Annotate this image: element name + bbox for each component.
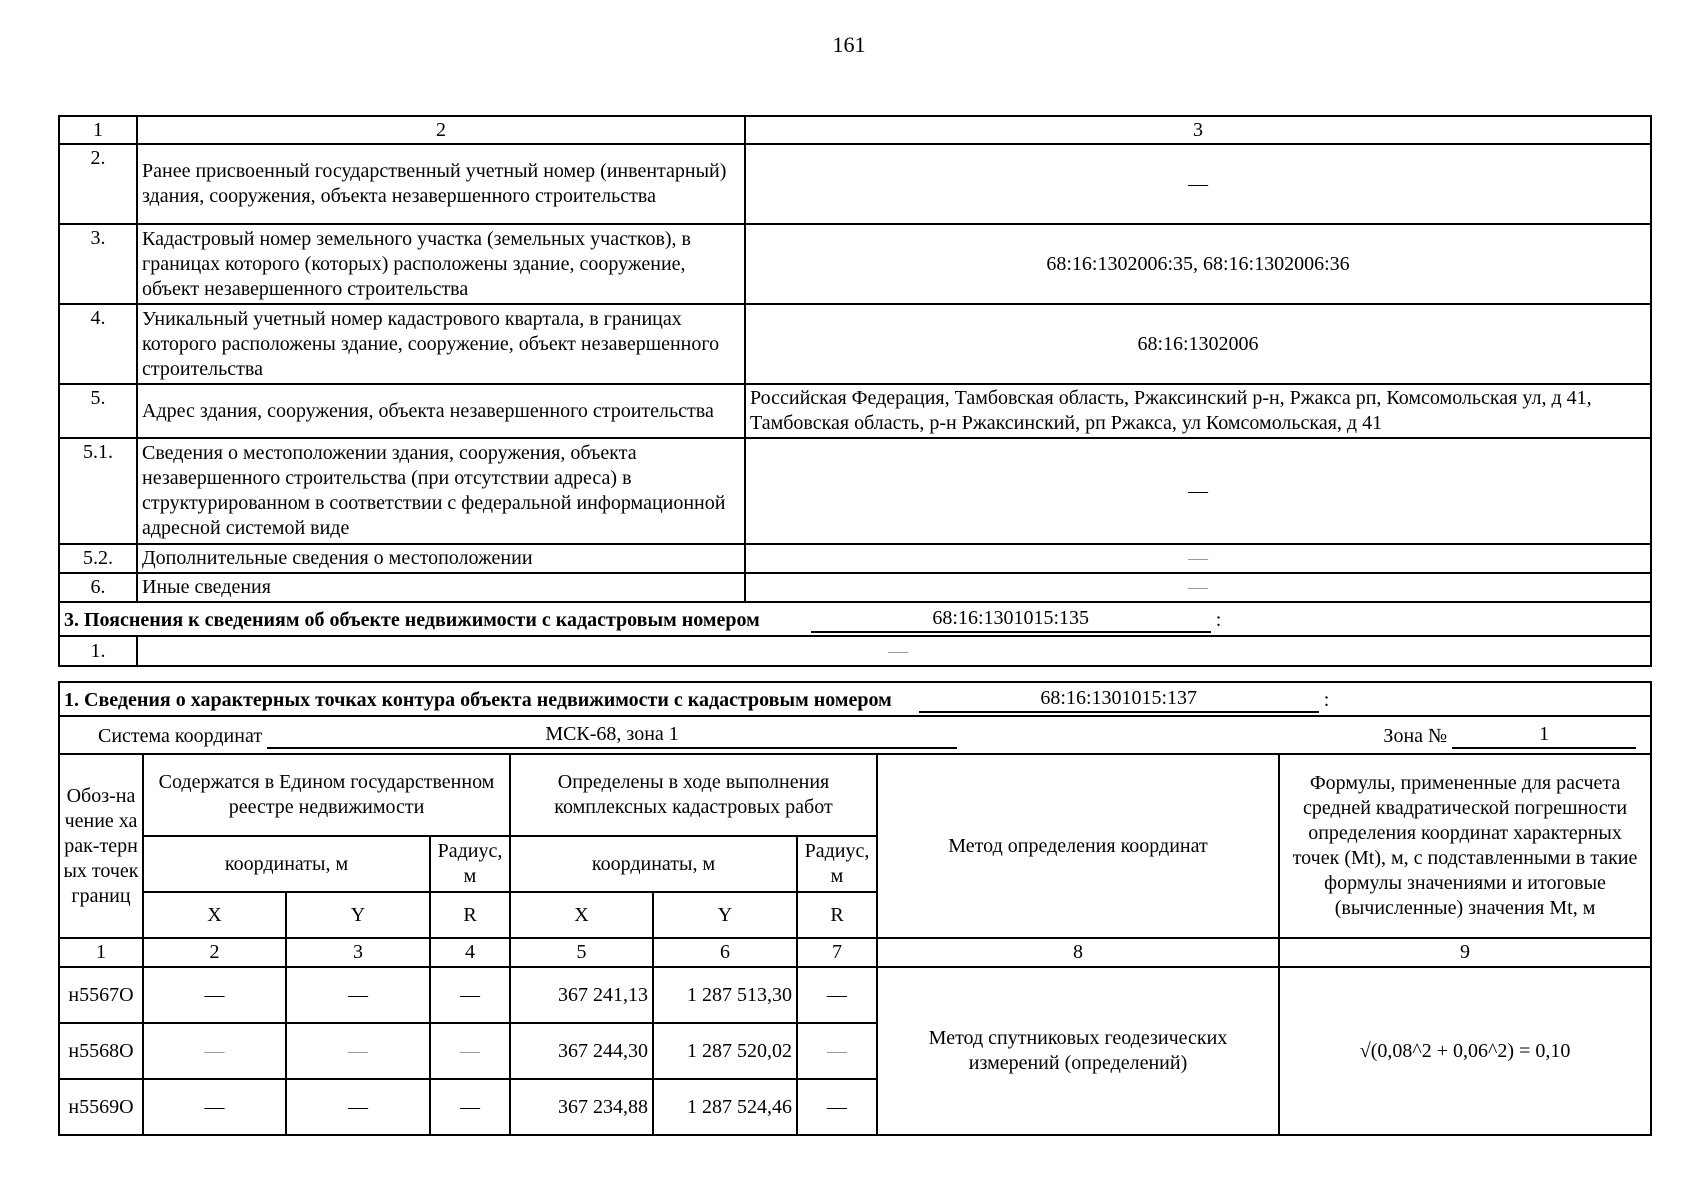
row-value: Российская Федерация, Тамбовская область, Ржаксинский р-н, Ржакса рп, Комсомольская ул, д 41, Тамбовская область, р-н Ржаксинский, рп Ржакса, ул Комсомольская, д 41 — [745, 384, 1651, 438]
point-id: н5569О — [59, 1079, 143, 1135]
header-kkr-r: R — [797, 892, 877, 938]
zone-value: 1 — [1452, 722, 1636, 749]
column-numbers-row — [59, 938, 1651, 967]
header-kkr-radius: Радиус, м — [797, 836, 877, 892]
section3-title: 3. Пояснения к сведениям об объекте недвижимости с кадастровым номером — [64, 608, 760, 631]
row-value: 68:16:1302006 — [745, 304, 1651, 384]
point-r: — — [797, 967, 877, 1023]
header-designation: Обоз-начение харак-терных точек границ — [59, 754, 143, 938]
col-number: 7 — [797, 938, 877, 967]
point-r-egrn: — — [430, 1079, 510, 1135]
row-number: 5. — [59, 384, 137, 438]
point-r: — — [797, 1079, 877, 1135]
section3-cadastral: 68:16:1301015:135 — [811, 606, 1211, 633]
point-y: 1 287 513,30 — [653, 967, 797, 1023]
header-egrn-y: Y — [286, 892, 430, 938]
section3-suffix: : — [1215, 608, 1222, 631]
col-number: 6 — [653, 938, 797, 967]
header-col-2: 2 — [137, 116, 745, 144]
header-method: Метод определения координат — [877, 754, 1279, 938]
row-value: — — [745, 544, 1651, 573]
row-number: 3. — [59, 224, 137, 304]
row-label: Ранее присвоенный государственный учетный номер (инвентарный) здания, сооружения, объекта незавершенного строительства — [137, 144, 745, 224]
point-x: 367 241,13 — [510, 967, 653, 1023]
col-number: 5 — [510, 938, 653, 967]
row-label: Уникальный учетный номер кадастрового квартала, в границах которого расположены здание, сооружение, объект незавершенного строительства — [137, 304, 745, 384]
header-row-1 — [59, 754, 1651, 836]
row-label: Кадастровый номер земельного участка (земельных участков), в границах которого (которых) расположены здание, сооружение, объект незавершенного строительства — [137, 224, 745, 304]
header-egrn-r: R — [430, 892, 510, 938]
col-number: 8 — [877, 938, 1279, 967]
section1-cadastral: 68:16:1301015:137 — [919, 686, 1319, 713]
point-id: н5568О — [59, 1023, 143, 1079]
section3-row-value: — — [137, 636, 1651, 666]
row-number: 2. — [59, 144, 137, 224]
zone-label: Зона № — [1383, 724, 1448, 747]
table-row — [59, 438, 1651, 544]
table-row — [59, 384, 1651, 438]
section1-title-row — [59, 682, 1651, 716]
header-kkr-coords: координаты, м — [510, 836, 797, 892]
row-number: 4. — [59, 304, 137, 384]
header-kkr-x: X — [510, 892, 653, 938]
header-kkr-y: Y — [653, 892, 797, 938]
object-info-table — [58, 115, 1652, 667]
point-y: 1 287 520,02 — [653, 1023, 797, 1079]
header-egrn-coords: координаты, м — [143, 836, 430, 892]
row-label: Иные сведения — [137, 573, 745, 602]
table-row — [59, 573, 1651, 602]
section3-row — [59, 636, 1651, 666]
col-number: 3 — [286, 938, 430, 967]
header-col-3: 3 — [745, 116, 1651, 144]
point-y-egrn: — — [286, 1079, 430, 1135]
table-row — [59, 967, 1651, 1023]
header-egrn: Содержатся в Едином государственном реестре недвижимости — [143, 754, 510, 836]
section1-title-cell — [59, 682, 1651, 716]
table-row — [59, 224, 1651, 304]
section3-title-row — [59, 602, 1651, 636]
point-y-egrn: — — [286, 1023, 430, 1079]
section1-title: 1. Сведения о характерных точках контура объекта недвижимости с кадастровым номером — [64, 688, 892, 711]
coord-system-value: МСК-68, зона 1 — [267, 722, 957, 749]
page-number: 161 — [832, 32, 866, 57]
point-x-egrn: — — [143, 967, 286, 1023]
col-number: 1 — [59, 938, 143, 967]
header-col-1: 1 — [59, 116, 137, 144]
row-label: Адрес здания, сооружения, объекта незавершенного строительства — [137, 384, 745, 438]
characteristic-points-table — [58, 681, 1652, 1136]
row-value: — — [745, 573, 1651, 602]
header-egrn-x: X — [143, 892, 286, 938]
row-label: Сведения о местоположении здания, сооружения, объекта незавершенного строительства (при отсутствии адреса) в структурированном в соответствии с федеральной информационной адресной системой виде — [137, 438, 745, 544]
point-r-egrn: — — [430, 1023, 510, 1079]
header-kkr: Определены в ходе выполнения комплексных кадастровых работ — [510, 754, 877, 836]
coord-system-cell — [59, 716, 1651, 754]
formula-value: √(0,08^2 + 0,06^2) = 0,10 — [1279, 967, 1651, 1135]
header-formulas: Формулы, примененные для расчета средней квадратической погрешности определения координат характерных точек (Mt), м, с подставленными в такие формулы значениями и итоговые (вычисленные) значения Mt, м — [1279, 754, 1651, 938]
row-number: 5.1. — [59, 438, 137, 544]
point-x-egrn: — — [143, 1023, 286, 1079]
section3-row-number: 1. — [59, 636, 137, 666]
point-x: 367 234,88 — [510, 1079, 653, 1135]
point-id: н5567О — [59, 967, 143, 1023]
row-value: — — [745, 438, 1651, 544]
point-y: 1 287 524,46 — [653, 1079, 797, 1135]
row-value: — — [745, 144, 1651, 224]
table-row — [59, 144, 1651, 224]
col-number: 2 — [143, 938, 286, 967]
coord-system-row — [59, 716, 1651, 754]
row-value: 68:16:1302006:35, 68:16:1302006:36 — [745, 224, 1651, 304]
point-x: 367 244,30 — [510, 1023, 653, 1079]
point-r: — — [797, 1023, 877, 1079]
point-y-egrn: — — [286, 967, 430, 1023]
header-egrn-radius: Радиус, м — [430, 836, 510, 892]
point-x-egrn: — — [143, 1079, 286, 1135]
section3-title-cell — [59, 602, 1651, 636]
coord-system-label: Система координат — [98, 724, 263, 747]
table-header-row — [59, 116, 1651, 144]
row-number: 6. — [59, 573, 137, 602]
point-r-egrn: — — [430, 967, 510, 1023]
col-number: 9 — [1279, 938, 1651, 967]
section1-suffix: : — [1323, 688, 1330, 711]
row-label: Дополнительные сведения о местоположении — [137, 544, 745, 573]
table-row — [59, 544, 1651, 573]
table-row — [59, 304, 1651, 384]
row-number: 5.2. — [59, 544, 137, 573]
col-number: 4 — [430, 938, 510, 967]
method-value: Метод спутниковых геодезических измерений (определений) — [877, 967, 1279, 1135]
